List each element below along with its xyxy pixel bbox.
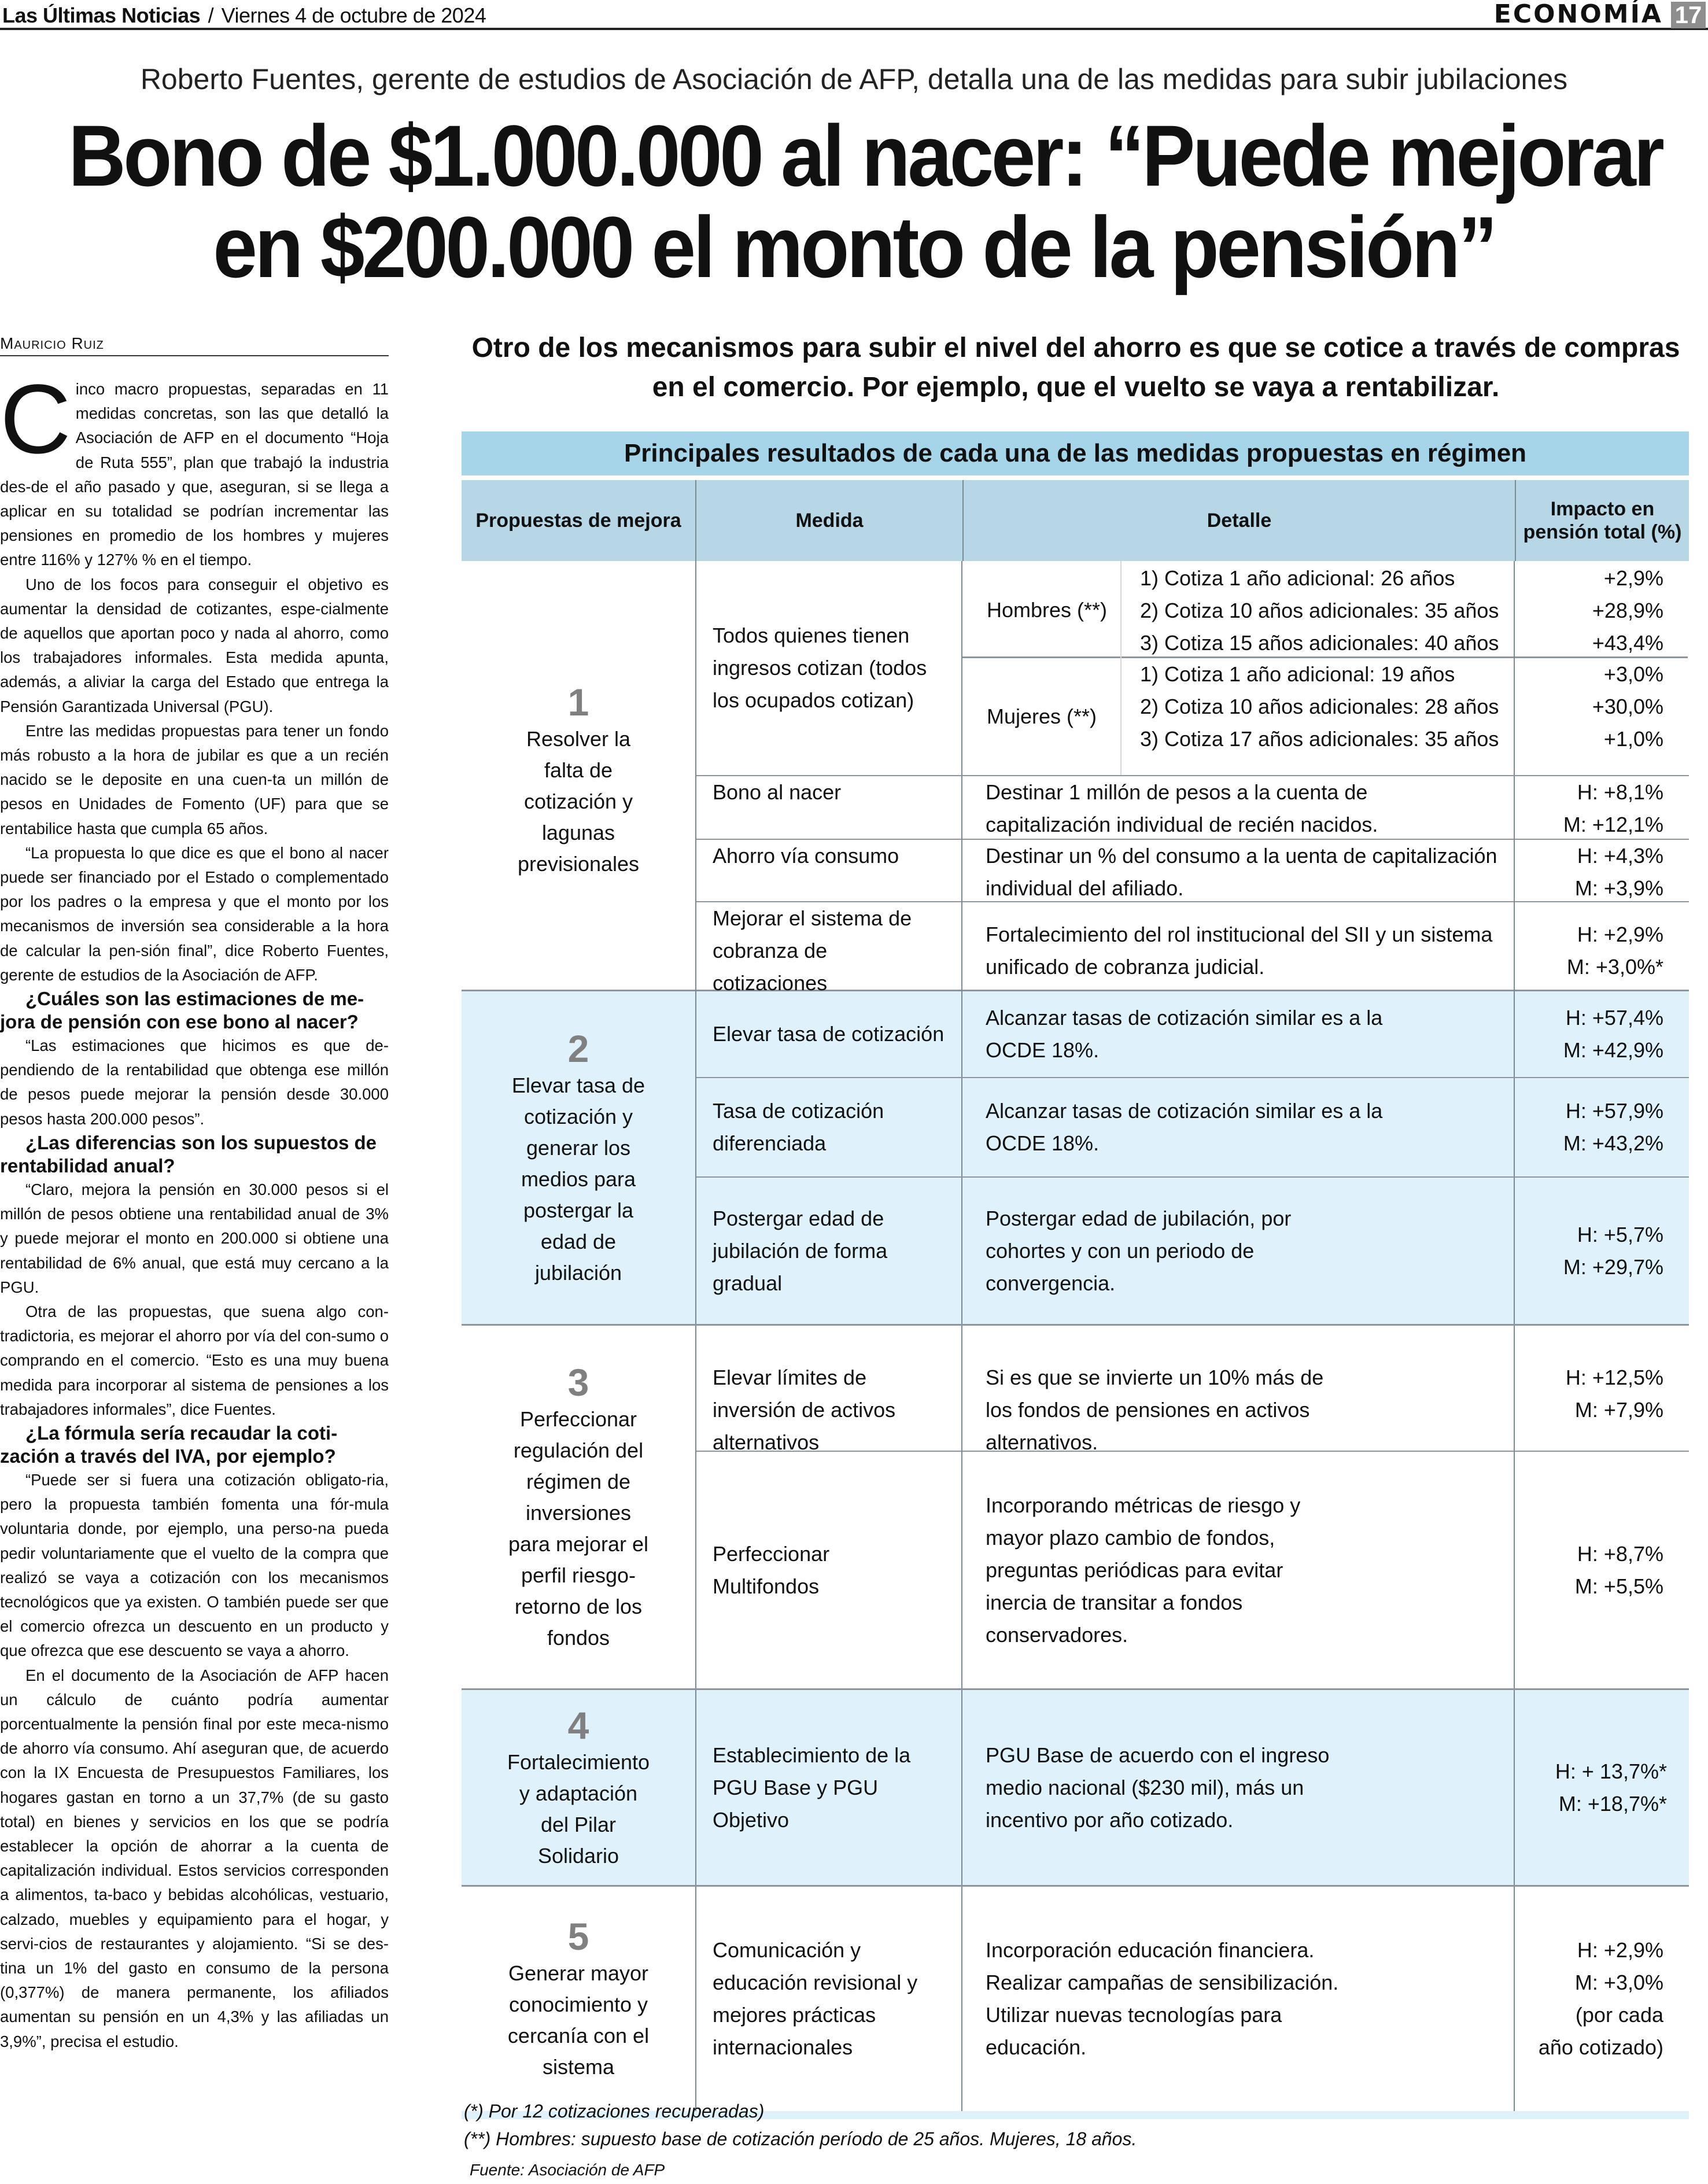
publication-name: Las Últimas Noticias bbox=[2, 3, 201, 27]
hombres-block bbox=[962, 561, 1688, 658]
mujeres-item: 2) Cotiza 10 años adicionales: 28 años bbox=[1140, 695, 1499, 718]
table-row bbox=[696, 561, 1689, 776]
impacto-cell bbox=[1515, 1078, 1688, 1176]
mujeres-block bbox=[962, 658, 1688, 775]
mujeres-item: 1) Cotiza 1 año adicional: 19 años bbox=[1140, 662, 1455, 686]
header-impacto: Impacto en pensión total (%) bbox=[1523, 498, 1682, 543]
medida-cell: Bono al nacer bbox=[696, 776, 962, 841]
table-row bbox=[696, 902, 1689, 999]
impacto-value: H: +8,7% M: +5,5% bbox=[1574, 1541, 1663, 1598]
proposal-label bbox=[462, 1690, 696, 1885]
proposal-title: Perfeccionar regulación del régimen de inversiones para mejorar el perfil riesgo-retorno de los fondos bbox=[508, 1407, 649, 1650]
proposal-group-1 bbox=[462, 561, 1689, 995]
issue-date: Viernes 4 de octubre de 2024 bbox=[221, 3, 486, 27]
proposal-title: Generar mayor conocimiento y cercanía con el sistema bbox=[507, 1961, 650, 2079]
impact-value: +1,0% bbox=[1603, 727, 1663, 751]
mujeres-label: Mujeres (**) bbox=[962, 658, 1122, 775]
proposal-number: 4 bbox=[567, 1703, 589, 1747]
impacto-value: H: + 13,7%* M: +18,7%* bbox=[1555, 1759, 1667, 1816]
impacto-cell bbox=[1515, 776, 1688, 841]
proposal-number: 1 bbox=[567, 681, 589, 724]
paragraph: “Puede ser si fuera una cotización obligato-ria, pero la propuesta también fomenta una fór-mula voluntaria donde, por ejemplo, una perso-na pueda pedir voluntariamente que el vuelto de la compra que realizó se vaya a cotización con los mecanismos tecnológicos que ya existen. O también puede ser que el comercio ofrezca un descuento en un producto y que ofrezca que ese descuento se vaya a ahorro. bbox=[0, 1470, 389, 1660]
table-row bbox=[696, 1078, 1689, 1178]
header-detalle: Detalle bbox=[964, 480, 1516, 561]
impacto-value: H: +5,7% M: +29,7% bbox=[1563, 1222, 1663, 1279]
impacto-cell bbox=[1515, 840, 1688, 905]
proposal-rows bbox=[696, 561, 1689, 999]
proposal-number: 3 bbox=[567, 1360, 589, 1404]
table-row bbox=[696, 1178, 1689, 1324]
publication-date-line bbox=[2, 3, 486, 28]
hombres-item: 1) Cotiza 1 año adicional: 26 años bbox=[1140, 566, 1455, 590]
proposal-number: 2 bbox=[567, 1027, 589, 1070]
impacto-cell bbox=[1515, 902, 1688, 999]
paragraph bbox=[0, 364, 389, 573]
paragraph: En el documento de la Asociación de AFP hacen un cálculo de cuánto podría aumentar porcentualmente la pensión final por este meca-nismo de ahorro vía consumo. Ahí aseguran que, de acuerdo con la IX Encuesta de Presupuestos Familiares, los hogares gastan en torno a un 37,7% (de su gasto total) en bienes y servicios en los que se podría establecer la opción de ahorrar a la cuenta de capitalización individual. Estos servicios corresponden a alimentos, ta-baco y bebidas alcohólicas, vestuario, calzado, muebles y equipamiento para el hogar, y servi-cios de restaurantes y alojamiento. “Si se des-tina un 1% del gasto en consumo de la persona (0,377%) de manera permanente, los afiliados aumentan su pensión en un 4,3% y las afiliadas un 3,9%”, precisa el estudio. bbox=[0, 1666, 389, 2050]
proposal-label bbox=[462, 1887, 696, 2111]
paragraph: Uno de los focos para conseguir el objetivo es aumentar la densidad de cotizantes, espe-cialmente de aquellos que aportan poco y nada al ahorro, como los trabajadores informales. Esta medida apunta, además, a aliviar la carga del Estado que entrega la Pensión Garantizada Universal (PGU). bbox=[0, 575, 389, 715]
medida-cell: Postergar edad de jubilación de forma gradual bbox=[696, 1178, 962, 1324]
impacto-cell bbox=[1515, 1326, 1688, 1459]
proposal-label bbox=[462, 1326, 696, 1688]
impact-value: +30,0% bbox=[1592, 695, 1663, 718]
proposal-group-4 bbox=[462, 1690, 1689, 1887]
proposal-rows bbox=[696, 1326, 1689, 1688]
impacto-value: H: +57,9% M: +43,2% bbox=[1563, 1099, 1663, 1155]
proposal-rows bbox=[696, 1887, 1689, 2111]
medida-cell: Ahorro vía consumo bbox=[696, 840, 962, 905]
drop-cap: C bbox=[0, 364, 71, 474]
impacto-value: H: +12,5% M: +7,9% bbox=[1565, 1366, 1663, 1422]
mujeres-impacts bbox=[1515, 658, 1688, 775]
kicker: Roberto Fuentes, gerente de estudios de Asociación de AFP, detalla una de las medidas para subir jubilaciones bbox=[140, 63, 1568, 95]
medida-cell: Todos quienes tienen ingresos cotizan (todos los ocupados cotizan) bbox=[696, 561, 962, 775]
masthead bbox=[0, 0, 1708, 30]
medida-cell: Elevar límites de inversión de activos alternativos bbox=[696, 1326, 962, 1459]
proposal-title: Resolver la falta de cotización y lagunas previsionales bbox=[517, 727, 640, 876]
table-row bbox=[696, 1690, 1689, 1885]
impacto-value: H: +8,1% M: +12,1% bbox=[1563, 780, 1663, 836]
header-medida: Medida bbox=[696, 480, 964, 561]
medida-cell: Tasa de cotización diferenciada bbox=[696, 1078, 962, 1176]
detail-split bbox=[962, 561, 1688, 775]
proposal-group-3 bbox=[462, 1326, 1689, 1690]
table-source: Fuente: Asociación de AFP bbox=[470, 2161, 665, 2179]
impacto-cell bbox=[1515, 1178, 1688, 1324]
impacto-value: H: +2,9% M: +3,0% (por cada año cotizado) bbox=[1538, 1938, 1663, 2059]
detalle-cell: Si es que se invierte un 10% más de los fondos de pensiones en activos alternativos. bbox=[962, 1326, 1515, 1459]
proposal-title: Fortalecimiento y adaptación del Pilar Solidario bbox=[507, 1750, 650, 1868]
hombres-detail bbox=[962, 561, 1515, 659]
paragraph: “Las estimaciones que hicimos es que de-pendiendo de la rentabilidad que obtenga ese millón de pesos puede mejorar la pensión desde 30.000 pesos hasta 200.000 pesos”. bbox=[0, 1036, 389, 1128]
hombres-item: 2) Cotiza 10 años adicionales: 35 años bbox=[1140, 599, 1499, 622]
impact-value: +43,4% bbox=[1592, 631, 1663, 655]
headline bbox=[68, 107, 1662, 296]
question-heading: ¿Cuáles son las estimaciones de me-jora de pensión con ese bono al nacer? bbox=[0, 988, 364, 1033]
impact-value: +2,9% bbox=[1603, 566, 1663, 590]
paragraph: “La propuesta lo que dice es que el bono al nacer puede ser financiado por el Estado o complementado por los padres o la empresa y que el monto por los mecanismos de inversión sea considerable a la hora de calcular la pen-sión final”, dice Roberto Fuentes, gerente de estudios de la Asociación de AFP. bbox=[0, 843, 389, 984]
proposal-label bbox=[462, 991, 696, 1324]
impacto-value: H: +4,3% M: +3,9% bbox=[1574, 844, 1663, 900]
mujeres-item: 3) Cotiza 17 años adicionales: 35 años bbox=[1140, 727, 1499, 751]
headline-line-1: Bono de $1.000.000 al nacer: “Puede mejorar bbox=[68, 107, 1662, 204]
page-number: 17 bbox=[1671, 2, 1706, 28]
table-title: Principales resultados de cada una de las medidas propuestas en régimen bbox=[462, 431, 1689, 475]
paragraph: “Claro, mejora la pensión en 30.000 pesos si el millón de pesos obtiene una rentabilidad anual de 3% y puede mejorar el monto en 200.000 si obtiene una rentabilidad de 6% anual, que está muy cercano a la PGU. bbox=[0, 1180, 389, 1296]
proposal-group-5 bbox=[462, 1887, 1689, 2111]
section-name: ECONOMÍA bbox=[1493, 0, 1663, 29]
proposal-number: 5 bbox=[567, 1915, 589, 1958]
proposal-rows bbox=[696, 991, 1689, 1324]
paragraph: Otra de las propuestas, que suena algo con-tradictoria, es mejorar el ahorro por vía del con-sumo o comprando en el comercio. “Esto es una muy buena medida para incorporar al sistema de pensiones a los trabajadores informales”, dice Fuentes. bbox=[0, 1302, 389, 1418]
impacto-cell bbox=[1515, 991, 1688, 1077]
deck-text: Otro de los mecanismos para subir el nivel del ahorro es que se cotice a través de compras en el comercio. Por ejemplo, que el vuelto se vaya a rentabilizar. bbox=[471, 333, 1680, 403]
table-row bbox=[696, 1326, 1689, 1452]
detalle-cell: Alcanzar tasas de cotización similar es a la OCDE 18%. bbox=[962, 1078, 1515, 1176]
separator: / bbox=[208, 3, 214, 27]
table-row bbox=[696, 991, 1689, 1078]
proposal-group-2 bbox=[462, 991, 1689, 1326]
impact-value: +28,9% bbox=[1592, 599, 1663, 622]
header-propuestas: Propuestas de mejora bbox=[462, 480, 696, 561]
detalle-cell: Destinar un % del consumo a la uenta de capitalización individual del afiliado. bbox=[962, 840, 1515, 905]
detalle-cell bbox=[962, 1887, 1515, 2111]
medida-cell: Mejorar el sistema de cobranza de cotizaciones bbox=[696, 902, 962, 999]
table-row bbox=[696, 776, 1689, 840]
proposal-label bbox=[462, 561, 696, 999]
table-row bbox=[696, 840, 1689, 902]
detalle-cell: Destinar 1 millón de pesos a la cuenta de capitalización individual de recién nacidos. bbox=[962, 776, 1515, 841]
impact-value: +3,0% bbox=[1603, 662, 1663, 686]
mujeres-detail bbox=[962, 658, 1515, 775]
byline: Mauricio Ruiz bbox=[0, 334, 389, 356]
medida-cell: Elevar tasa de cotización bbox=[696, 991, 962, 1077]
detalle-text: Incorporación educación financiera. Realizar campañas de sensibilización. Utilizar nuevas tecnologías para educación. bbox=[986, 1938, 1339, 2059]
detalle-cell: Fortalecimiento del rol institucional del SII y un sistema unificado de cobranza judicial. bbox=[962, 902, 1515, 999]
impacto-cell bbox=[1515, 1690, 1688, 1885]
hombres-items bbox=[1122, 561, 1515, 659]
footnote-2: (**) Hombres: supuesto base de cotización período de 25 años. Mujeres, 18 años. bbox=[464, 2128, 1137, 2149]
table-footnotes bbox=[464, 2097, 1137, 2153]
proposal-rows bbox=[696, 1690, 1689, 1885]
proposal-title: Elevar tasa de cotización y generar los medios para postergar la edad de jubilación bbox=[511, 1073, 645, 1285]
detalle-cell: PGU Base de acuerdo con el ingreso medio nacional ($230 mil), más un incentivo por año cotizado. bbox=[962, 1690, 1515, 1885]
table-row bbox=[696, 1452, 1689, 1688]
article-body bbox=[0, 364, 389, 2054]
detalle-cell: Postergar edad de jubilación, por cohortes y con un periodo de convergencia. bbox=[962, 1178, 1515, 1324]
hombres-label: Hombres (**) bbox=[962, 561, 1122, 659]
question-heading: ¿Las diferencias son los supuestos de rentabilidad anual? bbox=[0, 1131, 377, 1176]
impacto-cell bbox=[1515, 1887, 1688, 2111]
impacto-value: H: +57,4% M: +42,9% bbox=[1563, 1006, 1663, 1062]
paragraph-text: inco macro propuestas, separadas en 11 medidas concretas, son las que detalló la Asociación de AFP en el documento “Hoja de Ruta 555”, plan que trabajó la industria des-de el año pasado y que, aseguran, si se llega a aplicar en su totalidad se podrían incrementar las pensiones en promedio de los hombres y mujeres entre 116% y 127% % en el tiempo. bbox=[0, 380, 389, 569]
paragraph: Entre las medidas propuestas para tener un fondo más robusto a la hora de jubilar es que a un recién nacido se le deposite en una cuen-ta un millón de pesos en Unidades de Fomento (UF) para que se rentabilice hasta que cumpla 65 años. bbox=[0, 721, 389, 838]
hombres-impacts bbox=[1515, 561, 1688, 659]
detalle-cell: Alcanzar tasas de cotización similar es a la OCDE 18%. bbox=[962, 991, 1515, 1077]
medida-cell: Perfeccionar Multifondos bbox=[696, 1452, 962, 1688]
impacto-value: H: +2,9% M: +3,0%* bbox=[1566, 923, 1663, 979]
results-table bbox=[462, 431, 1689, 2119]
mujeres-items bbox=[1122, 658, 1515, 775]
headline-line-2: en $200.000 el monto de la pensión” bbox=[213, 198, 1495, 296]
medida-cell: Comunicación y educación revisional y mejores prácticas internacionales bbox=[696, 1887, 962, 2111]
hombres-item: 3) Cotiza 15 años adicionales: 40 años bbox=[1140, 631, 1499, 655]
article-column bbox=[0, 334, 389, 2054]
impacto-cell bbox=[1515, 1452, 1688, 1688]
detalle-cell: Incorporando métricas de riesgo y mayor plazo cambio de fondos, preguntas periódicas para evitar inercia de transitar a fondos conservadores. bbox=[962, 1452, 1515, 1688]
medida-cell: Establecimiento de la PGU Base y PGU Objetivo bbox=[696, 1690, 962, 1885]
table-header bbox=[462, 480, 1689, 561]
footnote-1: (*) Por 12 cotizaciones recuperadas) bbox=[464, 2101, 765, 2122]
table-row bbox=[696, 1887, 1689, 2111]
question-heading: ¿La fórmula sería recaudar la coti-zación a través del IVA, por ejemplo? bbox=[0, 1422, 338, 1467]
